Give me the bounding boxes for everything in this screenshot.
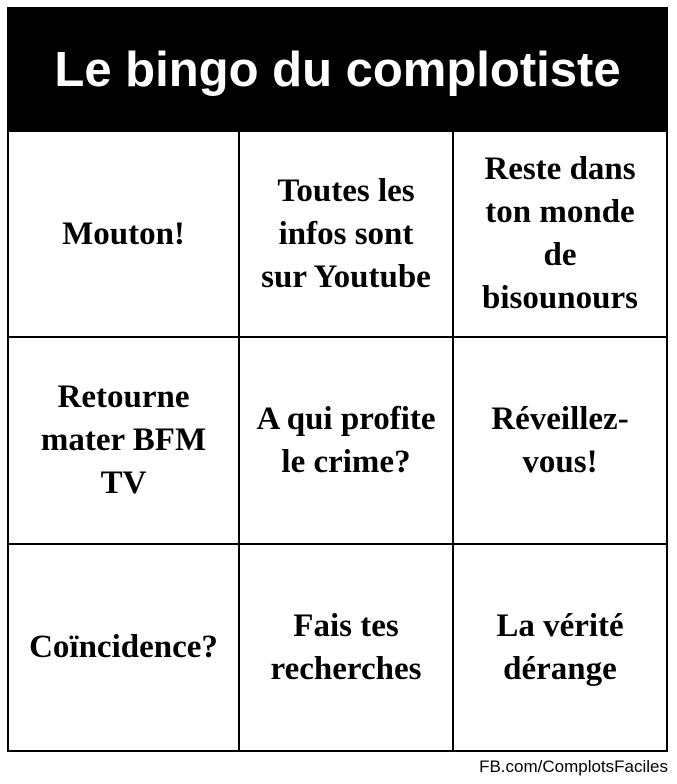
bingo-cell-8 bbox=[240, 545, 454, 750]
bingo-cell-9 bbox=[454, 545, 666, 750]
bingo-cell-text: La vérité dérange bbox=[496, 607, 624, 687]
bingo-cell-text: Retourne mater BFM TV bbox=[40, 379, 207, 501]
bingo-cell-6 bbox=[454, 338, 666, 545]
bingo-cell-1 bbox=[9, 132, 240, 338]
bingo-cell-text: Toutes les infos sont sur Youtube bbox=[261, 172, 431, 295]
bingo-cell-text: Fais tes recherches bbox=[270, 607, 422, 687]
bingo-grid bbox=[9, 132, 666, 750]
bingo-cell-text: A qui profite le crime? bbox=[256, 400, 436, 480]
bingo-cell-text: Reste dans ton monde de bisounours bbox=[482, 151, 638, 316]
bingo-cell-text: Mouton! bbox=[62, 215, 185, 252]
bingo-card bbox=[7, 7, 668, 752]
bingo-cell-3 bbox=[454, 132, 666, 338]
bingo-cell-7 bbox=[9, 545, 240, 750]
bingo-cell-text: Réveillez- vous! bbox=[491, 400, 629, 480]
bingo-cell-text: Coïncidence? bbox=[29, 629, 218, 665]
title-banner bbox=[9, 9, 666, 132]
bingo-cell-4 bbox=[9, 338, 240, 545]
footer-credit: FB.com/ComplotsFaciles bbox=[479, 757, 668, 776]
bingo-cell-5 bbox=[240, 338, 454, 545]
bingo-title: Le bingo du complotiste bbox=[54, 43, 621, 97]
bingo-cell-2 bbox=[240, 132, 454, 338]
